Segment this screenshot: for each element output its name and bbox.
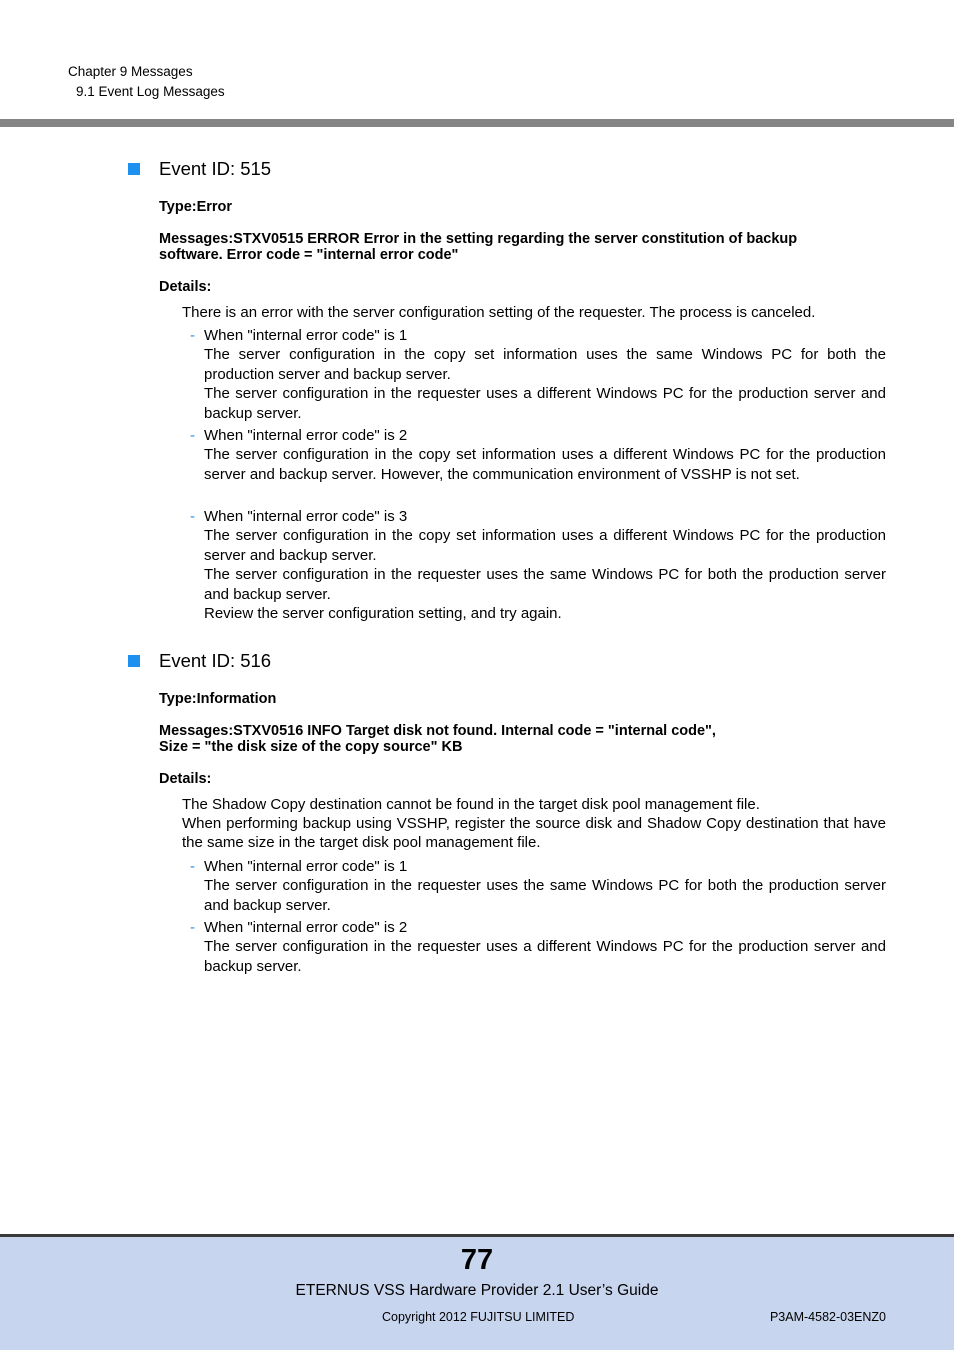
page-number: 77 (460, 1244, 494, 1276)
details-intro: There is an error with the server configuration setting of the requester. The process is canceled. (182, 304, 816, 321)
list-item (190, 426, 886, 484)
event-516-heading (128, 650, 271, 672)
dash-bullet-icon: - (190, 327, 195, 344)
list-item (190, 326, 886, 423)
event-message-line-1: Messages:STXV0515 ERROR Error in the setting regarding the server constitution of backup (159, 231, 798, 247)
item-text: The server configuration in the copy set information uses a different Windows PC for the production server and backup server. (204, 527, 886, 564)
header-divider (0, 119, 954, 127)
dash-bullet-icon: - (190, 919, 195, 936)
event-type: Type:Error (159, 199, 233, 215)
item-heading: When "internal error code" is 2 (204, 919, 408, 936)
document-code: P3AM-4582-03ENZ0 (769, 1310, 886, 1324)
dash-bullet-icon: - (190, 508, 195, 525)
item-text: Review the server configuration setting, and try again. (204, 605, 562, 623)
details-label: Details: (159, 279, 212, 295)
item-heading: When "internal error code" is 1 (204, 327, 408, 344)
list-item (190, 507, 886, 623)
event-title: Event ID: 516 (159, 650, 272, 671)
details-intro: The Shadow Copy destination cannot be found in the target disk pool management file. (182, 796, 760, 813)
guide-title: ETERNUS VSS Hardware Provider 2.1 User’s Guide (295, 1282, 659, 1299)
list-item (190, 857, 886, 915)
event-515-heading (128, 158, 271, 180)
square-bullet-icon (128, 655, 140, 667)
details-intro: When performing backup using VSSHP, register the source disk and Shadow Copy destination that have the same size in the target disk pool management file. (182, 815, 886, 852)
dash-bullet-icon: - (190, 858, 195, 875)
item-text: The server configuration in the requester uses a different Windows PC for the production server and backup server. (204, 385, 886, 422)
chapter-title: Chapter 9 Messages (68, 64, 193, 79)
event-message-line-1: Messages:STXV0516 INFO Target disk not found. Internal code = "internal code", (159, 723, 716, 739)
item-text: The server configuration in the copy set information uses a different Windows PC for the production server and backup server. However, the communication environment of VSSHP is not set. (204, 446, 886, 483)
dash-bullet-icon: - (190, 427, 195, 444)
item-heading: When "internal error code" is 2 (204, 427, 408, 444)
item-text: The server configuration in the copy set information uses the same Windows PC for both the production server and backup server. (204, 346, 886, 383)
item-heading: When "internal error code" is 1 (204, 858, 408, 875)
event-type: Type:Information (159, 691, 277, 707)
event-message-line-2: Size = "the disk size of the copy source" KB (159, 739, 463, 755)
event-title: Event ID: 515 (159, 158, 272, 179)
item-heading: When "internal error code" is 3 (204, 508, 408, 525)
event-message-line-2: software. Error code = "internal error code" (159, 247, 459, 263)
square-bullet-icon (128, 163, 140, 175)
item-text: The server configuration in the requester uses the same Windows PC for both the production server and backup server. (204, 877, 886, 914)
item-text: The server configuration in the requester uses a different Windows PC for the production server and backup server. (204, 938, 886, 975)
list-item (190, 918, 886, 976)
copyright: Copyright 2012 FUJITSU LIMITED (382, 1310, 575, 1324)
details-label: Details: (159, 771, 212, 787)
page-footer (0, 1234, 954, 1350)
item-text: The server configuration in the requester uses the same Windows PC for both the production server and backup server. (204, 566, 886, 603)
section-title: 9.1 Event Log Messages (76, 84, 225, 99)
